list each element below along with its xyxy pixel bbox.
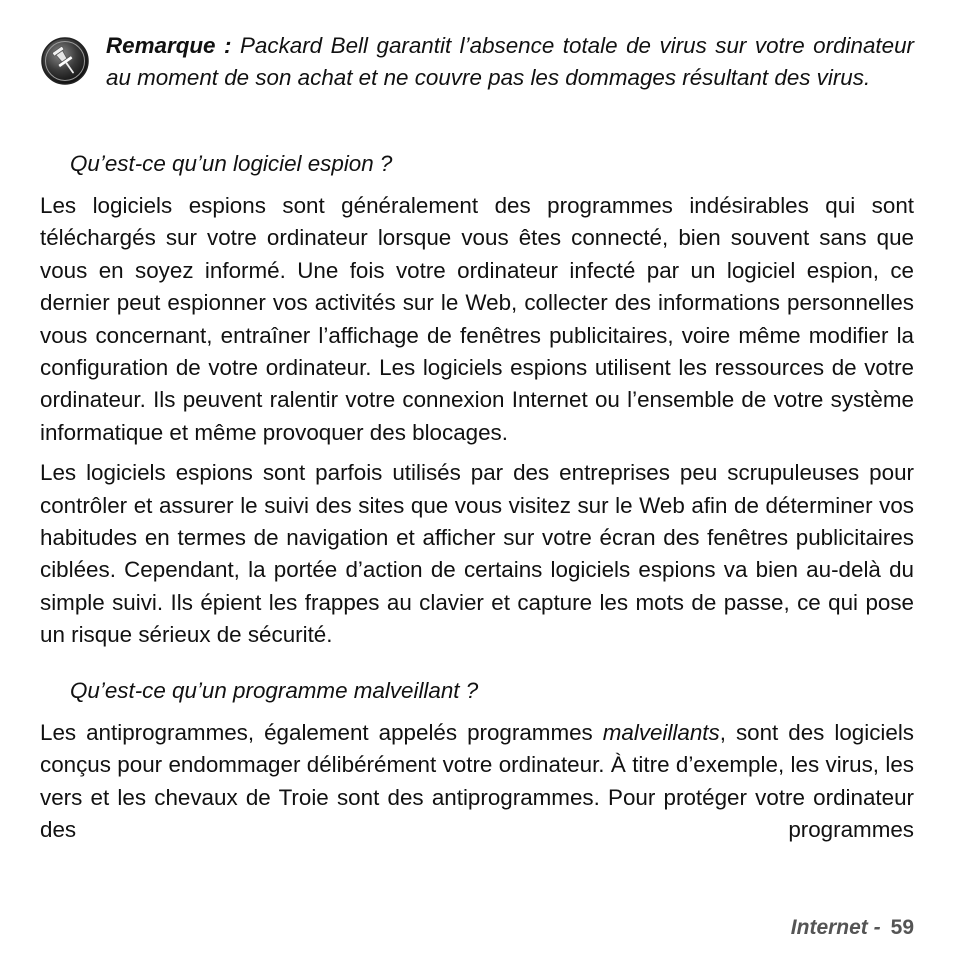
paragraph-spyware-definition: Les logiciels espions sont généralement des programmes indésirables qui sont téléchargés sur votre ordinateur lorsque vous êtes connecté, bien souvent sans que vous en soyez informé. Une fois votre ordinateur infecté par un logiciel espion, ce dernier peut espionner vos activités sur le Web, collecter des informations personnelles vous concernant, entraîner l’affichage de fenêtres publicitaires, voire même modifier la configuration de votre ordinateur. Les logiciels espions utilisent les ressources de votre ordinateur. Ils peuvent ralentir votre connexion Internet ou l’ensemble de votre système informatique et même provoquer des blocages. — [40, 193, 914, 445]
page-number: 59 — [890, 916, 914, 939]
malware-term: malveillants — [602, 719, 720, 745]
paragraph-malware-rest: , sont des logiciels conçus pour endommager délibérément votre ordinateur. À titre d’exemple, les virus, les vers et les chevaux de Troie sont des antiprogrammes. Pour protéger votre ordinateur des programmes — [40, 719, 915, 842]
footer-section-title: Internet - — [790, 916, 881, 939]
note-body: Packard Bell garantit l’absence totale de virus sur votre ordinateur au moment de son achat et ne couvre pas les dommages résultant des virus. — [106, 33, 914, 90]
note-label: Remarque : — [106, 33, 232, 58]
paragraph-malware-start: Les antiprogrammes, également appelés programmes — [40, 719, 603, 745]
pushpin-icon — [40, 36, 90, 86]
section-heading-spyware: Qu’est-ce qu’un logiciel espion ? — [70, 151, 393, 176]
document-page — [40, 30, 914, 854]
section-heading-malware: Qu’est-ce qu’un programme malveillant ? — [70, 677, 479, 703]
note-text — [106, 30, 914, 94]
paragraph-malware-definition — [40, 717, 914, 847]
paragraph-spyware-usage: Les logiciels espions sont parfois utilisés par des entreprises peu scrupuleuses pour contrôler et assurer le suivi des sites que vous visitez sur le Web afin de déterminer vos habitudes en termes de navigation et afficher sur votre écran des fenêtres publicitaires ciblées. Cependant, la portée d’action de certains logiciels espions va bien au-delà du simple suivi. Ils épient les frappes au clavier et capture les mots de passe, ce qui pose un risque sérieux de sécurité. — [40, 460, 914, 648]
note-callout — [40, 30, 914, 120]
page-footer — [791, 914, 914, 942]
